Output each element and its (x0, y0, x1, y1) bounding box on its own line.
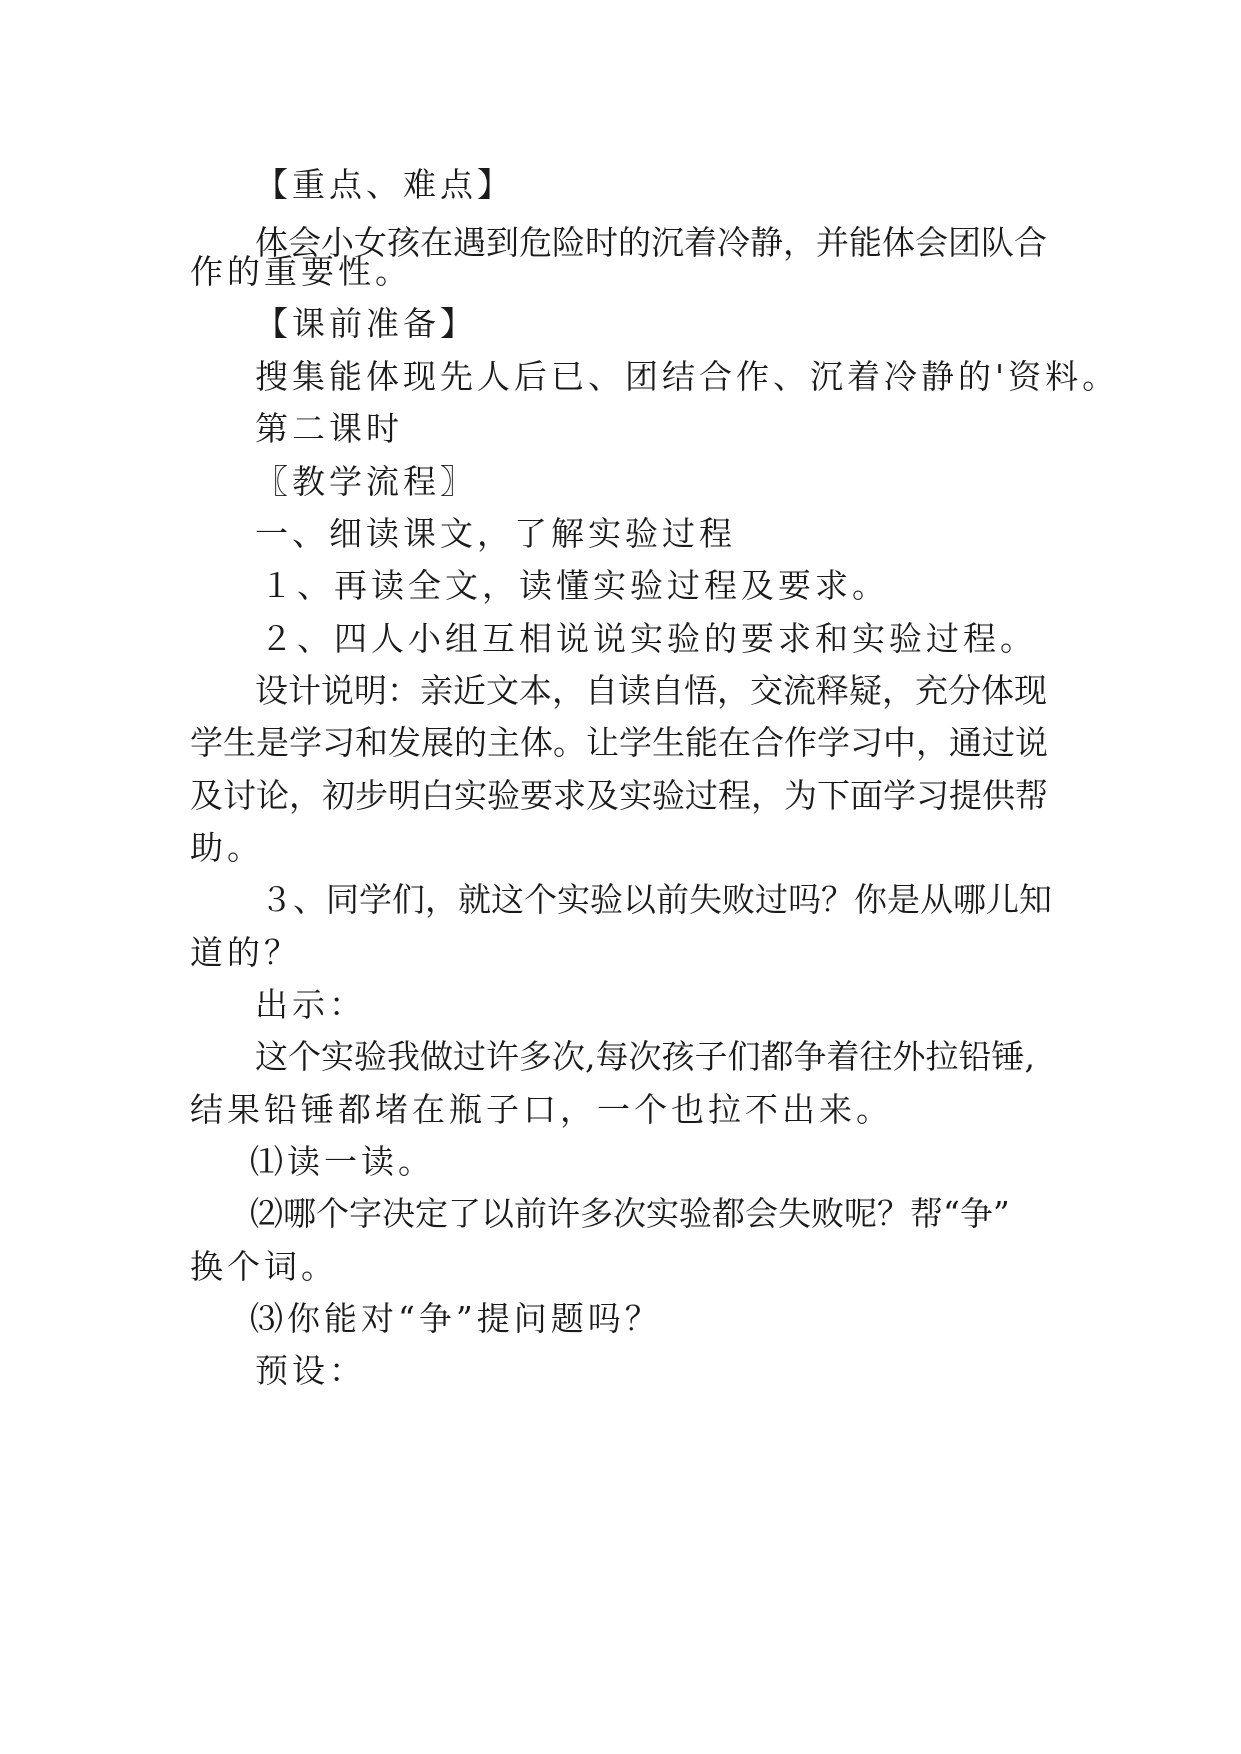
paragraph-line: 预设： (255, 1351, 366, 1390)
paragraph-line: 设计说明：亲近文本，自读自悟，交流释疑，充分体现 (255, 671, 1047, 710)
paragraph-line: 体会小女孩在遇到危险时的沉着冷静，并能体会团队合 (255, 223, 1047, 262)
list-item: ２、四人小组互相说说实验的要求和实验过程。 (260, 619, 1037, 658)
paragraph-line: 作的重要性。 (190, 252, 412, 291)
paragraph-line: 道的？ (190, 933, 301, 972)
list-item: ⑶你能对“争”提问题吗？ (250, 1299, 662, 1338)
heading-preparation: 【课前准备】 (255, 304, 477, 343)
list-item: ⑵哪个字决定了以前许多次实验都会失败呢？帮“争” (250, 1194, 1010, 1233)
list-item: ⑴读一读。 (250, 1142, 435, 1181)
lesson-title: 第二课时 (255, 409, 403, 448)
paragraph-line: 学生是学习和发展的主体。让学生能在合作学习中，通过说 (190, 723, 1048, 762)
paragraph-line: 及讨论，初步明白实验要求及实验过程，为下面学习提供帮 (190, 776, 1048, 815)
quote-line: 这个实验我做过许多次,每次孩子们都争着往外拉铅锤, (255, 1037, 1035, 1076)
paragraph-line: ３、同学们，就这个实验以前失败过吗？你是从哪儿知 (260, 880, 1052, 919)
list-item: １、再读全文，读懂实验过程及要求。 (260, 566, 889, 605)
paragraph-line: 助。 (190, 828, 264, 867)
paragraph-line: 换个词。 (190, 1247, 338, 1286)
heading-teaching-process: 〖教学流程〗 (255, 462, 477, 501)
paragraph-line: 搜集能体现先人后已、团结合作、沉着冷静的'资料。 (255, 357, 1120, 396)
paragraph-line: 出示： (255, 985, 366, 1024)
section-heading: 一、细读课文，了解实验过程 (255, 514, 736, 553)
heading-key-points: 【重点、难点】 (255, 165, 514, 204)
quote-line: 结果铅锤都堵在瓶子口，一个也拉不出来。 (190, 1090, 893, 1129)
